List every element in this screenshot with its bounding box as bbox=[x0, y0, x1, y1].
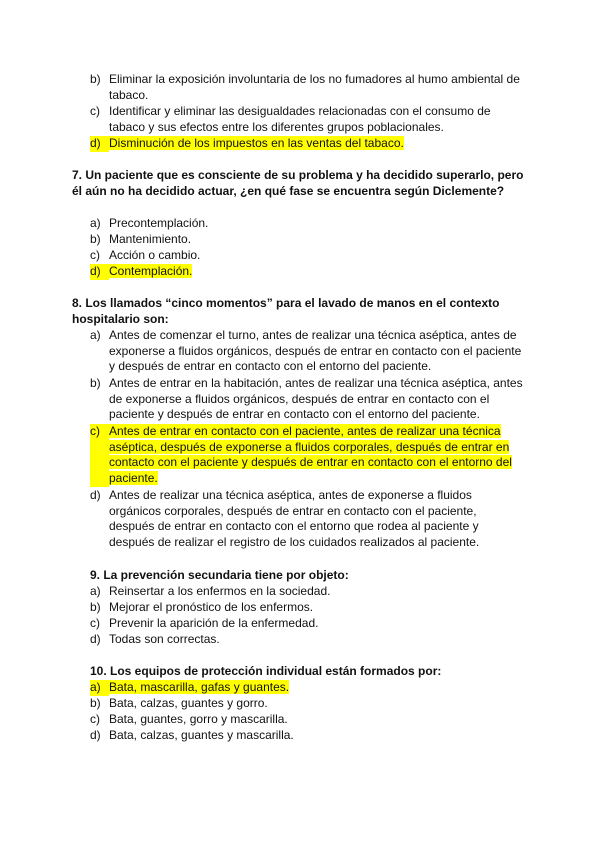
option-letter: b) bbox=[90, 696, 101, 710]
option-text: Mejorar el pronóstico de los enfermos. bbox=[109, 600, 314, 614]
option-text: Bata, calzas, guantes y gorro. bbox=[109, 696, 268, 710]
list-item bbox=[90, 584, 530, 600]
option-text: Contemplación. bbox=[109, 264, 193, 278]
option-letter: d) bbox=[90, 264, 109, 280]
option-letter: d) bbox=[90, 488, 101, 502]
option-letter: a) bbox=[90, 216, 101, 230]
question-7-title: 7. Un paciente que es consciente de su problema y ha decidido superarlo, pero él aún no ha decidido actuar, ¿en qué fase se encuentra según Diclemente? bbox=[72, 168, 524, 198]
list-item bbox=[90, 712, 530, 728]
option-text: Eliminar la exposición involuntaria de los no fumadores al humo ambiental de tabaco. bbox=[109, 72, 520, 102]
list-item bbox=[90, 376, 530, 423]
option-text: Antes de comenzar el turno, antes de realizar una técnica aséptica, antes de exponerse a fluidos orgánicos, después de entrar en contacto con el paciente y después de entrar en contacto con el entorno del paciente. bbox=[109, 328, 522, 374]
option-text: Bata, calzas, guantes y mascarilla. bbox=[109, 728, 294, 742]
option-letter: c) bbox=[90, 424, 109, 487]
list-item bbox=[90, 728, 530, 744]
list-item bbox=[90, 104, 510, 135]
correct-option bbox=[90, 136, 530, 152]
option-letter: b) bbox=[90, 376, 101, 390]
list-item bbox=[90, 216, 530, 232]
correct-option bbox=[90, 680, 530, 696]
list-item bbox=[90, 488, 500, 551]
option-letter: b) bbox=[90, 72, 101, 86]
correct-option bbox=[90, 424, 530, 487]
option-text: Antes de entrar en contacto con el paciente, antes de realizar una técnica aséptica, después de exponerse a fluidos corporales, después de entrar en contacto con el paciente y después de entrar en contacto con el entorno del paciente. bbox=[109, 424, 512, 486]
option-text: Reinsertar a los enfermos en la sociedad. bbox=[109, 584, 331, 598]
correct-option bbox=[90, 264, 530, 280]
option-text: Identificar y eliminar las desigualdades relacionadas con el consumo de tabaco y sus efectos entre los diferentes grupos poblacionales. bbox=[109, 104, 491, 134]
question-8-title: 8. Los llamados “cinco momentos” para el lavado de manos en el contexto hospitalario son: bbox=[72, 296, 500, 326]
list-item bbox=[90, 328, 530, 375]
option-letter: a) bbox=[90, 584, 101, 598]
option-text: Antes de realizar una técnica aséptica, antes de exponerse a fluidos orgánicos corporales, después de entrar en contacto con el paciente, después de entrar en contacto con el entorno que rodea al paciente y después de realizar el registro de los cuidados realizados al paciente. bbox=[109, 488, 480, 550]
option-text: Precontemplación. bbox=[109, 216, 209, 230]
option-text: Antes de entrar en la habitación, antes de realizar una técnica aséptica, antes de exponerse a fluidos orgánicos, después de entrar en contacto con el paciente y después de entrar en contacto con el entorno del paciente. bbox=[109, 376, 523, 422]
option-letter: b) bbox=[90, 600, 101, 614]
list-item bbox=[90, 632, 530, 648]
list-item bbox=[90, 232, 530, 248]
option-letter: d) bbox=[90, 136, 109, 152]
option-text: Acción o cambio. bbox=[109, 248, 201, 262]
list-item bbox=[90, 248, 530, 264]
list-item bbox=[90, 696, 530, 712]
option-letter: b) bbox=[90, 232, 101, 246]
option-text: Todas son correctas. bbox=[109, 632, 220, 646]
option-text: Bata, guantes, gorro y mascarilla. bbox=[109, 712, 288, 726]
option-letter: c) bbox=[90, 248, 100, 262]
question-10-title: 10. Los equipos de protección individual están formados por: bbox=[90, 664, 442, 678]
option-letter: a) bbox=[90, 328, 101, 342]
option-letter: d) bbox=[90, 632, 101, 646]
option-text: Bata, mascarilla, gafas y guantes. bbox=[109, 680, 290, 694]
option-letter: c) bbox=[90, 712, 100, 726]
option-letter: a) bbox=[90, 680, 109, 696]
option-text: Disminución de los impuestos en las ventas del tabaco. bbox=[109, 136, 404, 150]
question-9-title: 9. La prevención secundaria tiene por objeto: bbox=[90, 568, 349, 582]
option-text: Prevenir la aparición de la enfermedad. bbox=[109, 616, 319, 630]
option-letter: c) bbox=[90, 104, 100, 118]
option-text: Mantenimiento. bbox=[109, 232, 192, 246]
option-letter: d) bbox=[90, 728, 101, 742]
list-item bbox=[90, 600, 530, 616]
list-item bbox=[90, 72, 530, 103]
list-item bbox=[90, 616, 530, 632]
option-letter: c) bbox=[90, 616, 100, 630]
